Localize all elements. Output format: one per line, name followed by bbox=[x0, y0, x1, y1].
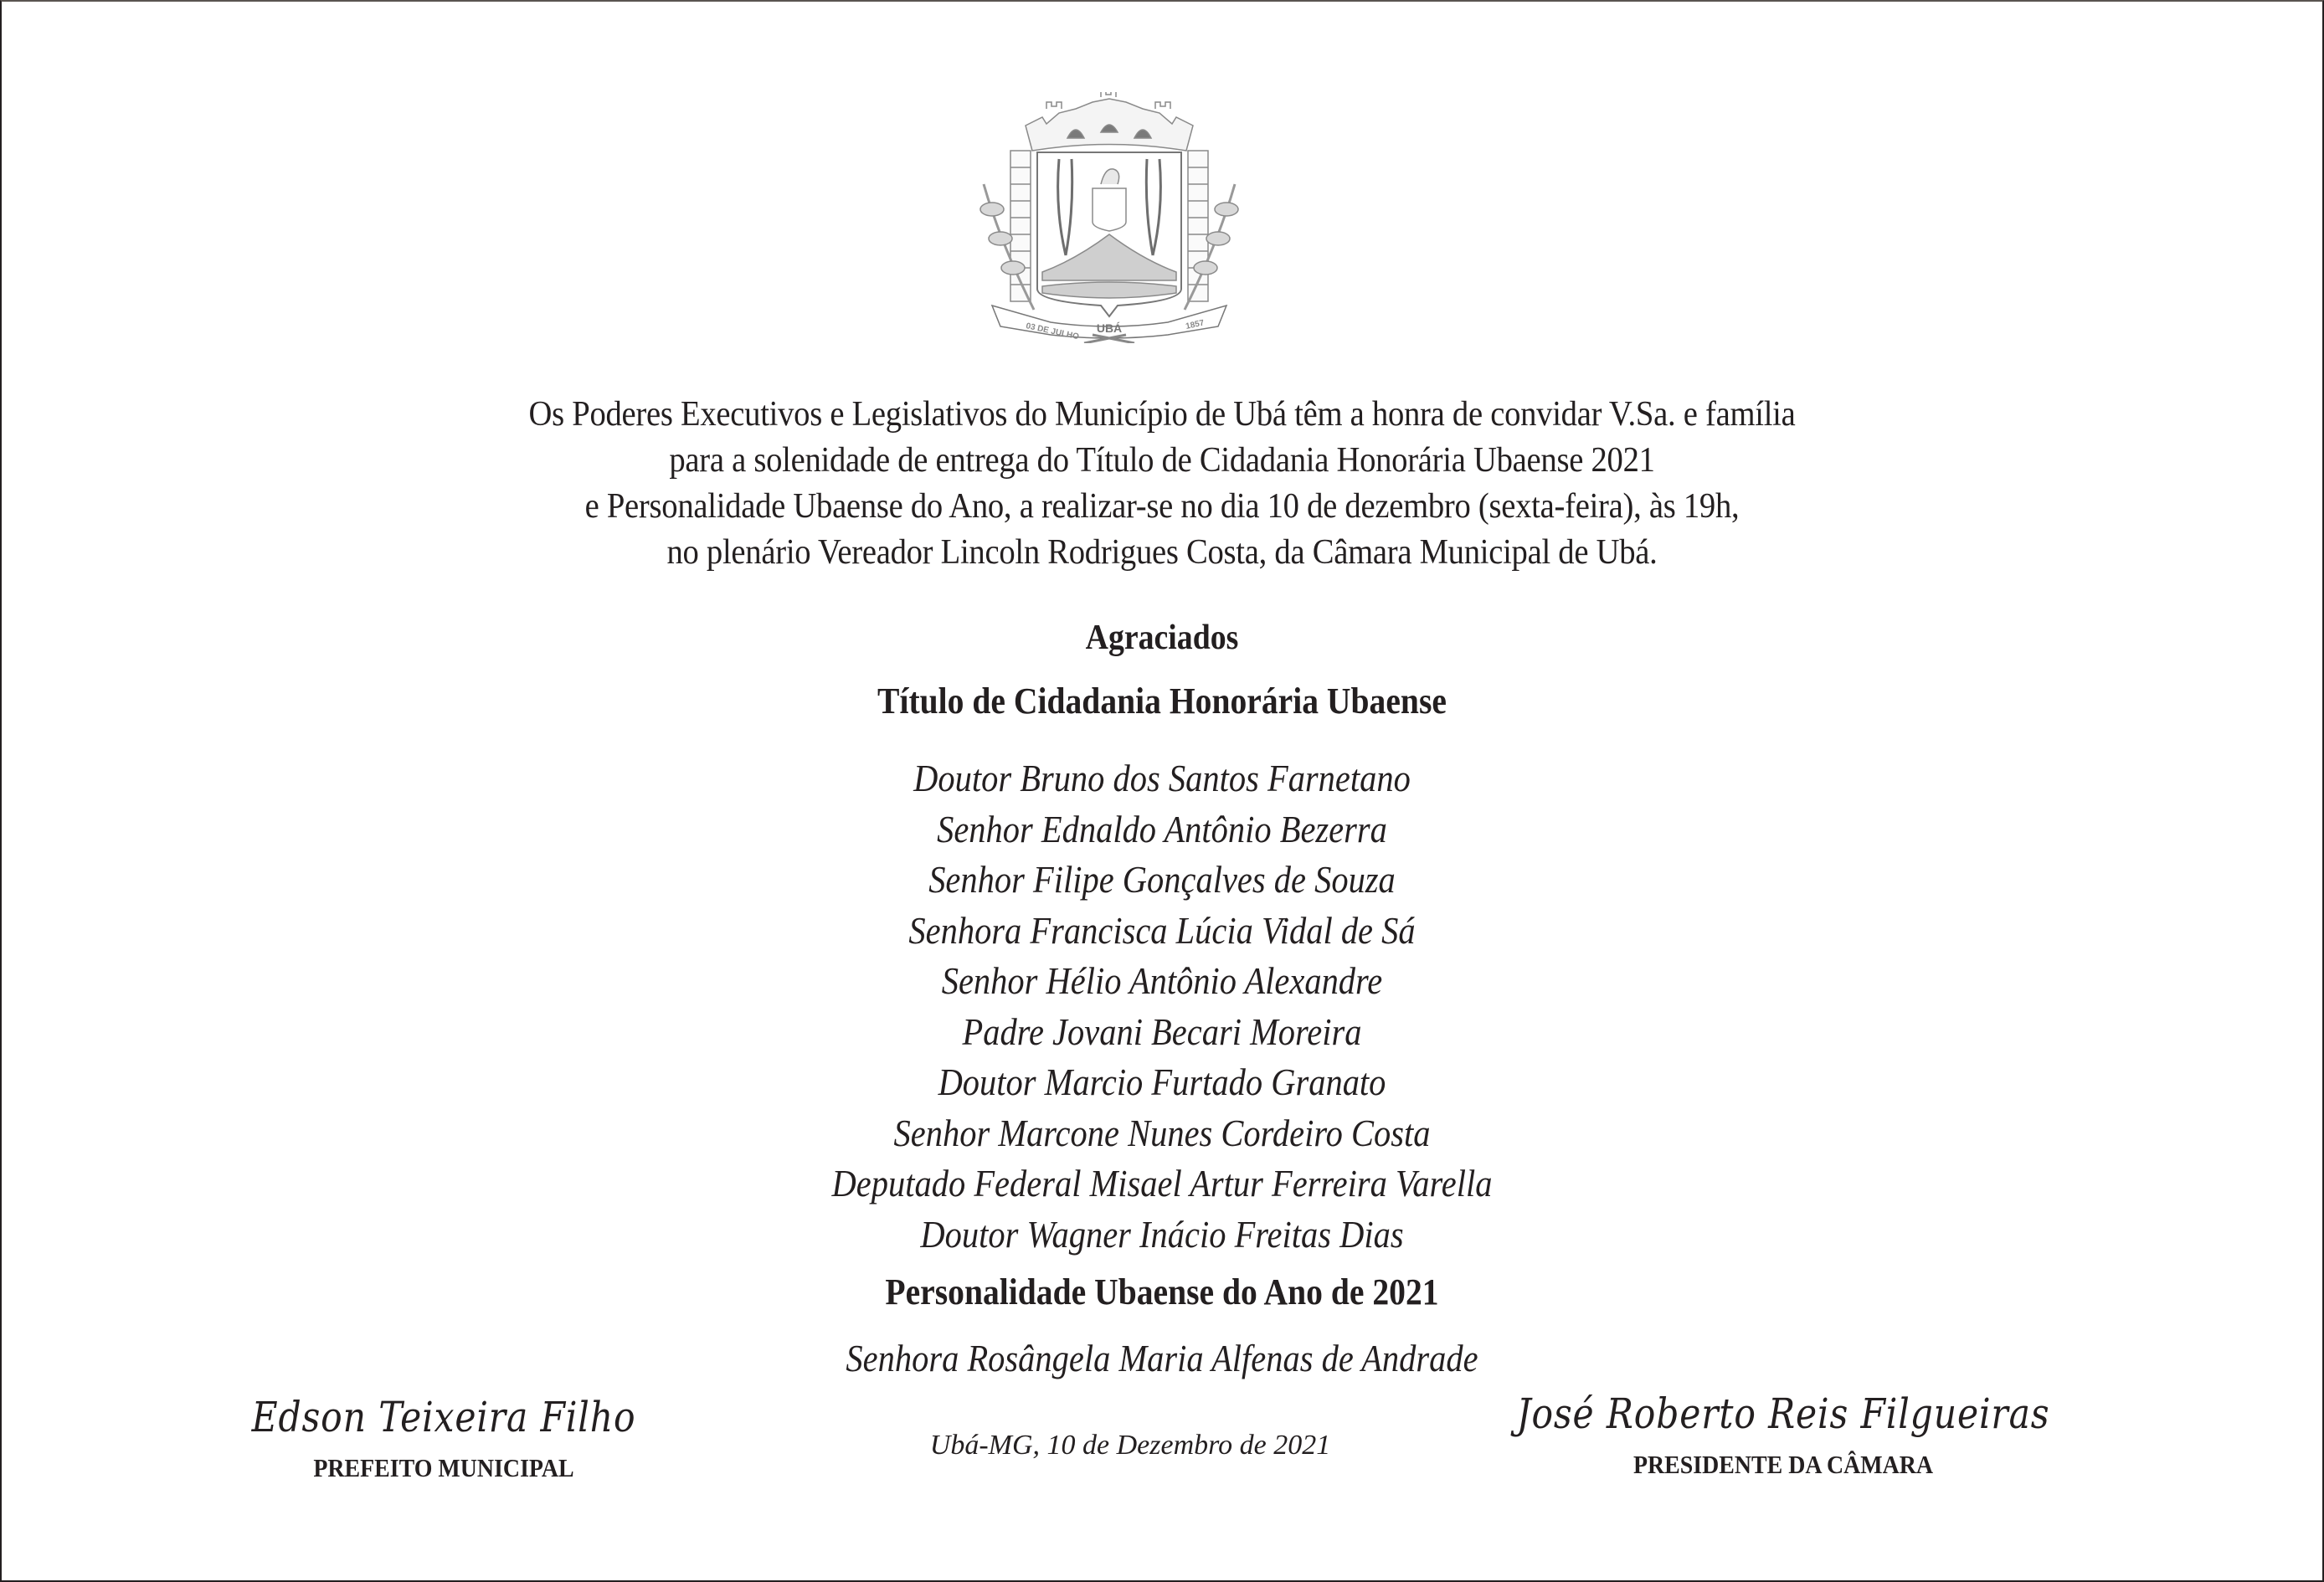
intro-line: para a solenidade de entrega do Título de Cidadania Honorária Ubaense 2021 bbox=[669, 441, 1655, 480]
citizenship-honorees-list bbox=[140, 753, 2185, 1260]
personality-title-heading: Personalidade Ubaense do Ano de 2021 bbox=[885, 1271, 1439, 1312]
council-president-signature: José Roberto Reis Filgueiras bbox=[1516, 1389, 2050, 1438]
honoree-name: Deputado Federal Misael Artur Ferreira Varella bbox=[831, 1162, 1493, 1204]
honorees-heading: Agraciados bbox=[1085, 619, 1239, 657]
svg-text:UBÁ: UBÁ bbox=[1096, 321, 1123, 335]
mayor-signature: Edson Teixeira Filho bbox=[251, 1393, 636, 1441]
honoree-name: Senhor Ednaldo Antônio Bezerra bbox=[937, 807, 1387, 850]
mayor-role: PREFEITO MUNICIPAL bbox=[313, 1453, 574, 1482]
intro-line: no plenário Vereador Lincoln Rodrigues Costa, da Câmara Municipal de Ubá. bbox=[666, 533, 1658, 572]
council-president-signature-block bbox=[1465, 1389, 2101, 1480]
honoree-name: Doutor Bruno dos Santos Farnetano bbox=[913, 757, 1411, 799]
citizenship-title-heading: Título de Cidadania Honorária Ubaense bbox=[877, 681, 1447, 722]
svg-text:03 DE JULHO: 03 DE JULHO bbox=[1025, 321, 1080, 342]
honoree-name: Senhor Filipe Gonçalves de Souza bbox=[928, 858, 1396, 901]
honoree-name: Doutor Wagner Inácio Freitas Dias bbox=[920, 1212, 1404, 1256]
personality-honoree-name: Senhora Rosângela Maria Alfenas de Andrade bbox=[846, 1337, 1478, 1379]
honoree-name: Doutor Marcio Furtado Granato bbox=[938, 1061, 1386, 1103]
honoree-name: Senhor Marcone Nunes Cordeiro Costa bbox=[893, 1111, 1431, 1154]
council-president-role: PRESIDENTE DA CÂMARA bbox=[1632, 1450, 1934, 1479]
honoree-name: Padre Jovani Becari Moreira bbox=[962, 1009, 1362, 1053]
svg-text:1857: 1857 bbox=[1185, 318, 1206, 331]
intro-line: e Personalidade Ubaense do Ano, a realizar-se no dia 10 de dezembro (sexta-feira), às 19h, bbox=[584, 487, 1740, 526]
municipal-coat-of-arms-icon bbox=[967, 92, 1252, 343]
date-line: Ubá-MG, 10 de Dezembro de 2021 bbox=[929, 1430, 1331, 1461]
honoree-name: Senhora Francisca Lúcia Vidal de Sá bbox=[908, 908, 1416, 952]
invitation-paragraph bbox=[93, 392, 2231, 576]
honoree-name: Senhor Hélio Antônio Alexandre bbox=[941, 959, 1383, 1002]
intro-line: Os Poderes Executivos e Legislativos do Município de Ubá têm a honra de convidar V.Sa. e família bbox=[528, 395, 1796, 434]
mayor-signature-block bbox=[218, 1393, 670, 1483]
